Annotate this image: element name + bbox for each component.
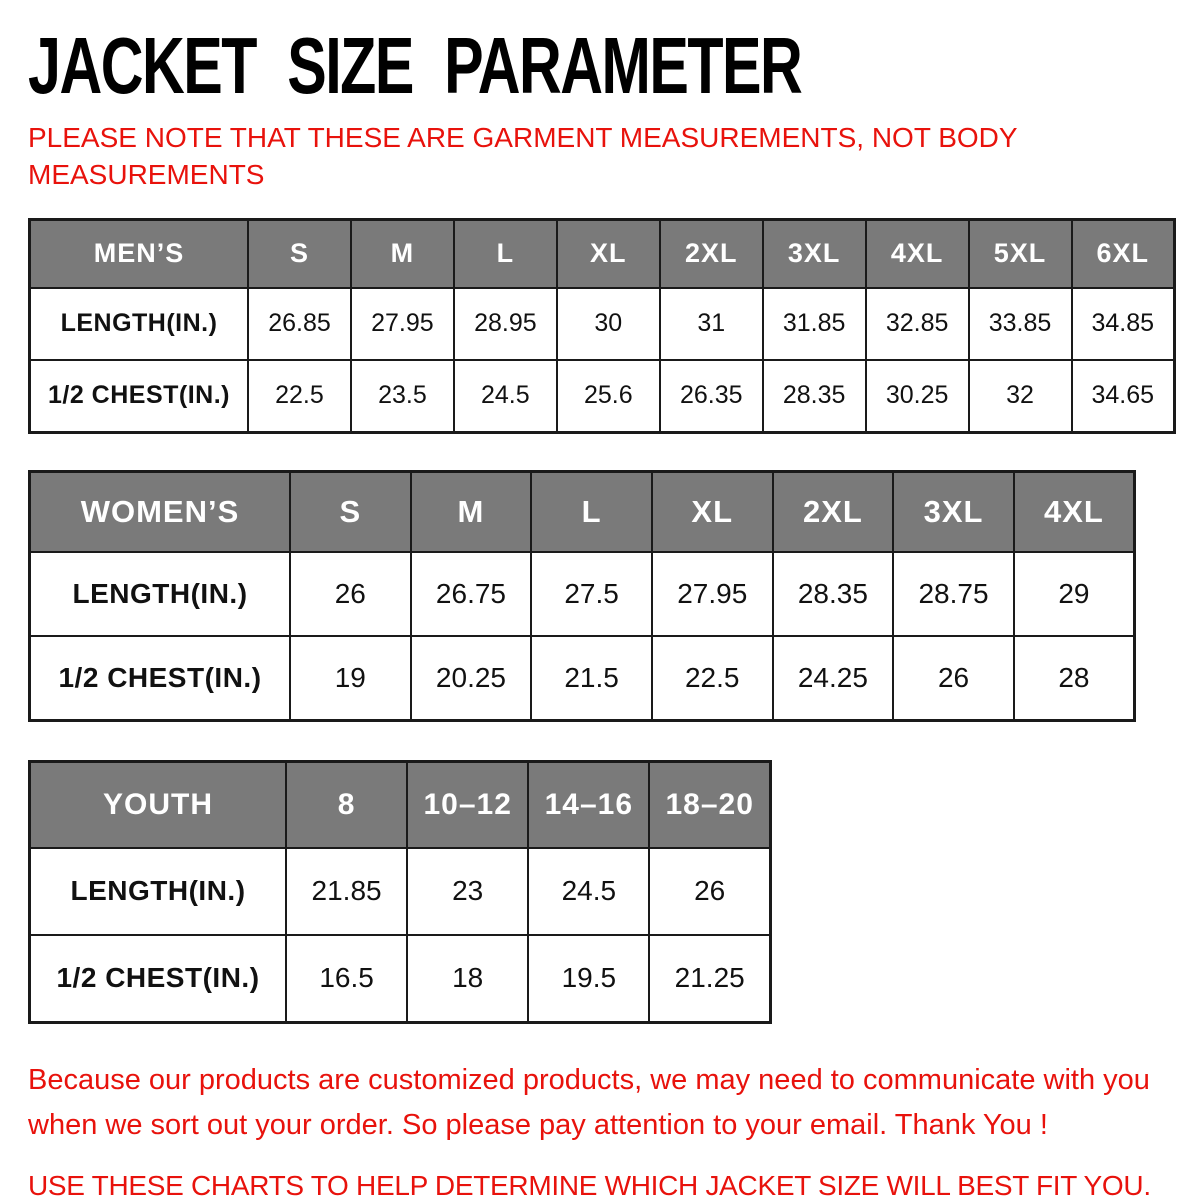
measurement-value-cell: 29: [1014, 552, 1135, 636]
size-header-cell: 4XL: [1014, 471, 1135, 552]
measurement-value-cell: 26.35: [660, 360, 763, 433]
womens-size-table: [28, 470, 1136, 722]
youth-header-row: [30, 761, 771, 848]
measurement-value-cell: 31.85: [763, 288, 866, 360]
row-label-cell: LENGTH(IN.): [30, 552, 291, 636]
measurement-value-cell: 33.85: [969, 288, 1072, 360]
womens-header-row: [30, 471, 1135, 552]
measurement-value-cell: 26: [649, 848, 770, 935]
measurement-value-cell: 28.75: [893, 552, 1014, 636]
measurement-value-cell: 19: [290, 636, 411, 721]
measurement-value-cell: 22.5: [248, 360, 351, 433]
measurement-value-cell: 21.25: [649, 935, 770, 1023]
measurement-value-cell: 23.5: [351, 360, 454, 433]
measurement-value-cell: 21.5: [531, 636, 652, 721]
size-header-cell: L: [531, 471, 652, 552]
measurement-value-cell: 21.85: [286, 848, 407, 935]
measurement-value-cell: 24.5: [454, 360, 557, 433]
note-line-1: PLEASE NOTE THAT THESE ARE GARMENT MEASUREMENTS, NOT BODY: [28, 122, 1018, 153]
size-header-cell: 6XL: [1072, 219, 1175, 288]
notice-line-2: when we sort out your order. So please pay attention to your email. Thank You !: [28, 1108, 1048, 1141]
size-header-cell: S: [248, 219, 351, 288]
measurement-value-cell: 27.95: [351, 288, 454, 360]
measurement-row: [30, 360, 1175, 433]
size-header-cell: 10–12: [407, 761, 528, 848]
measurement-value-cell: 28.95: [454, 288, 557, 360]
row-label-cell: LENGTH(IN.): [30, 848, 287, 935]
youth-table-title-cell: YOUTH: [30, 761, 287, 848]
size-header-cell: 3XL: [763, 219, 866, 288]
measurement-value-cell: 24.5: [528, 848, 649, 935]
measurement-value-cell: 28.35: [763, 360, 866, 433]
mens-header-row: [30, 219, 1175, 288]
note-line-2: MEASUREMENTS: [28, 158, 265, 190]
size-header-cell: 4XL: [866, 219, 969, 288]
row-label-cell: LENGTH(IN.): [30, 288, 249, 360]
measurement-value-cell: 25.6: [557, 360, 660, 433]
measurement-value-cell: 26.75: [411, 552, 532, 636]
measurement-value-cell: 26.85: [248, 288, 351, 360]
custom-order-notice: [28, 1058, 1172, 1148]
row-label-cell: 1/2 CHEST(IN.): [30, 636, 291, 721]
measurement-value-cell: 26: [893, 636, 1014, 721]
measurement-row: [30, 552, 1135, 636]
row-label-cell: 1/2 CHEST(IN.): [30, 935, 287, 1023]
size-header-cell: L: [454, 219, 557, 288]
measurement-row: [30, 848, 771, 935]
size-header-cell: S: [290, 471, 411, 552]
measurement-value-cell: 20.25: [411, 636, 532, 721]
measurement-value-cell: 19.5: [528, 935, 649, 1023]
measurement-value-cell: 24.25: [773, 636, 894, 721]
measurement-row: [30, 935, 771, 1023]
mens-table-title-cell: MEN’S: [30, 219, 249, 288]
measurement-value-cell: 34.65: [1072, 360, 1175, 433]
size-header-cell: 2XL: [773, 471, 894, 552]
mens-size-table: [28, 218, 1176, 434]
size-header-cell: 14–16: [528, 761, 649, 848]
measurement-value-cell: 31: [660, 288, 763, 360]
size-header-cell: 18–20: [649, 761, 770, 848]
measurement-value-cell: 26: [290, 552, 411, 636]
measurement-value-cell: 23: [407, 848, 528, 935]
measurement-row: [30, 636, 1135, 721]
size-header-cell: 3XL: [893, 471, 1014, 552]
measurement-value-cell: 28.35: [773, 552, 894, 636]
measurement-value-cell: 32: [969, 360, 1072, 433]
page-title: JACKET SIZE PARAMETER: [28, 21, 802, 110]
measurement-value-cell: 30: [557, 288, 660, 360]
size-header-cell: M: [351, 219, 454, 288]
size-header-cell: XL: [557, 219, 660, 288]
youth-size-table: [28, 760, 772, 1024]
measurement-value-cell: 18: [407, 935, 528, 1023]
measurement-value-cell: 27.95: [652, 552, 773, 636]
garment-measurement-note: [28, 120, 1172, 194]
size-header-cell: 2XL: [660, 219, 763, 288]
size-header-cell: 8: [286, 761, 407, 848]
measurement-value-cell: 16.5: [286, 935, 407, 1023]
measurement-value-cell: 22.5: [652, 636, 773, 721]
womens-table-title-cell: WOMEN’S: [30, 471, 291, 552]
size-header-cell: 5XL: [969, 219, 1072, 288]
row-label-cell: 1/2 CHEST(IN.): [30, 360, 249, 433]
measurement-value-cell: 28: [1014, 636, 1135, 721]
size-header-cell: M: [411, 471, 532, 552]
notice-line-1: Because our products are customized products, we may need to communicate with you: [28, 1063, 1150, 1096]
measurement-value-cell: 34.85: [1072, 288, 1175, 360]
measurement-row: [30, 288, 1175, 360]
measurement-value-cell: 27.5: [531, 552, 652, 636]
chart-usage-note: USE THESE CHARTS TO HELP DETERMINE WHICH JACKET SIZE WILL BEST FIT YOU.: [28, 1169, 1151, 1200]
measurement-value-cell: 32.85: [866, 288, 969, 360]
size-header-cell: XL: [652, 471, 773, 552]
measurement-value-cell: 30.25: [866, 360, 969, 433]
